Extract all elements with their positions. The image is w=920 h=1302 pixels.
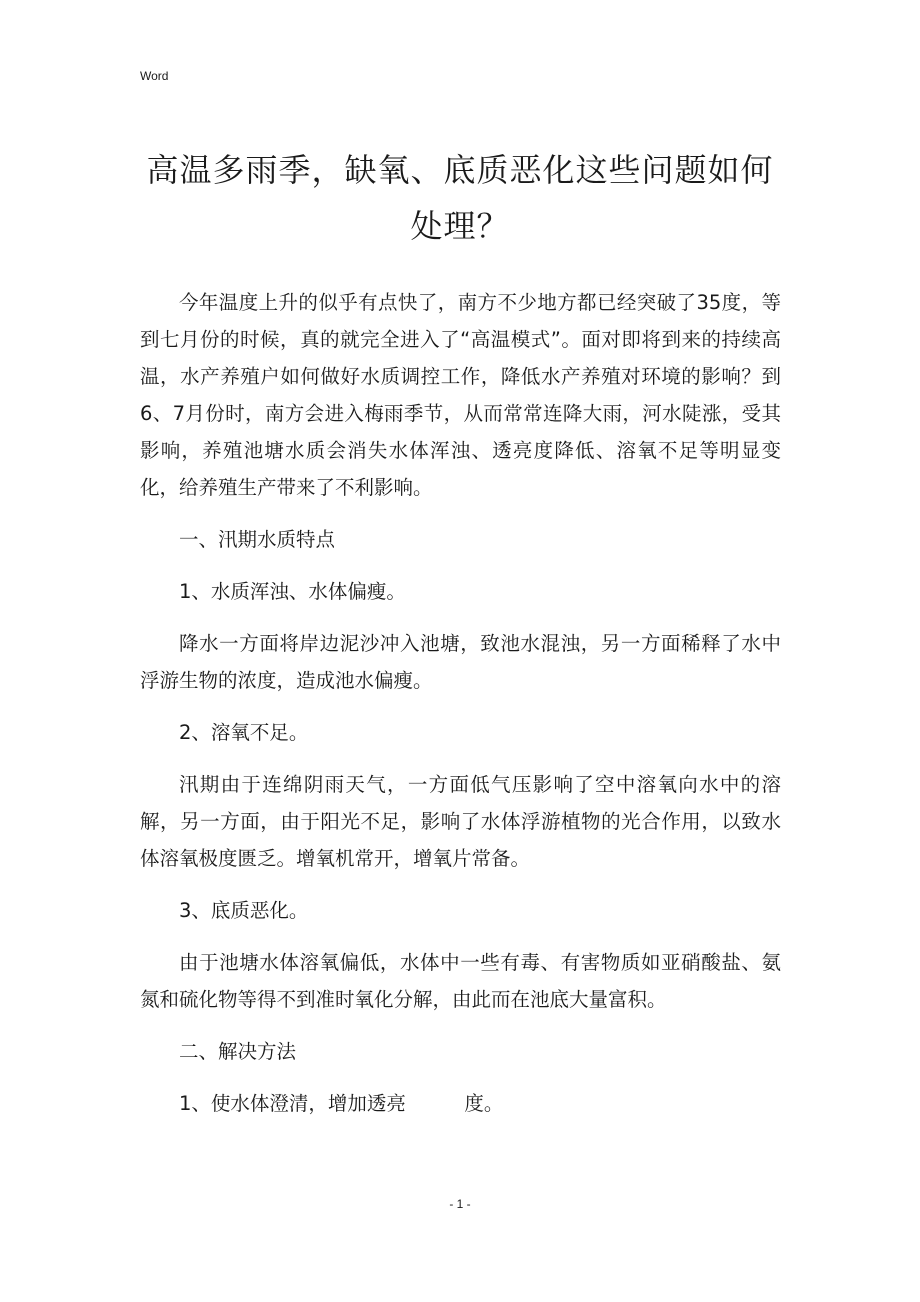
subheading-clarify-water: 1、使水体澄清，增加透亮 度。	[179, 1092, 504, 1115]
document-body	[140, 284, 781, 1137]
section-heading-solutions: 二、解决方法	[179, 1040, 297, 1063]
subheading-turbid-water: 1、水质浑浊、水体偏瘦。	[179, 580, 406, 603]
paragraph-bottom-deterioration: 由于池塘水体溶氧偏低，水体中一些有毒、有害物质如亚硝酸盐、氨氮和硫化物等得不到准时氧化分解，由此而在池底大量富积。	[140, 951, 781, 1011]
subheading-low-oxygen: 2、溶氧不足。	[179, 721, 309, 744]
section-heading-flood-water-features: 一、汛期水质特点	[179, 528, 336, 551]
paragraph-intro: 今年温度上升的似乎有点快了，南方不少地方都已经突破了35度，等到七月份的时候，真的就完全进入了“高温模式”。面对即将到来的持续高温，水产养殖户如何做好水质调控工作，降低水产养殖对环境的影响？到6、7月份时，南方会进入梅雨季节，从而常常连降大雨，河水陡涨，受其影响，养殖池塘水质会消失水体浑浊、透亮度降低、溶氧不足等明显变化，给养殖生产带来了不利影响。	[140, 291, 781, 499]
paragraph-low-oxygen: 汛期由于连绵阴雨天气，一方面低气压影响了空中溶氧向水中的溶解，另一方面，由于阳光不足，影响了水体浮游植物的光合作用，以致水体溶氧极度匮乏。增氧机常开，增氧片常备。	[140, 773, 781, 870]
document-title: 高温多雨季，缺氧、底质恶化这些问题如何处理？	[146, 151, 774, 245]
subheading-bottom-deterioration: 3、底质恶化。	[179, 899, 309, 922]
header-label: Word	[140, 69, 169, 83]
paragraph-turbid-water: 降水一方面将岸边泥沙冲入池塘，致池水混浊，另一方面稀释了水中浮游生物的浓度，造成池水偏瘦。	[140, 632, 781, 692]
page-number: - 1 -	[449, 1197, 471, 1211]
